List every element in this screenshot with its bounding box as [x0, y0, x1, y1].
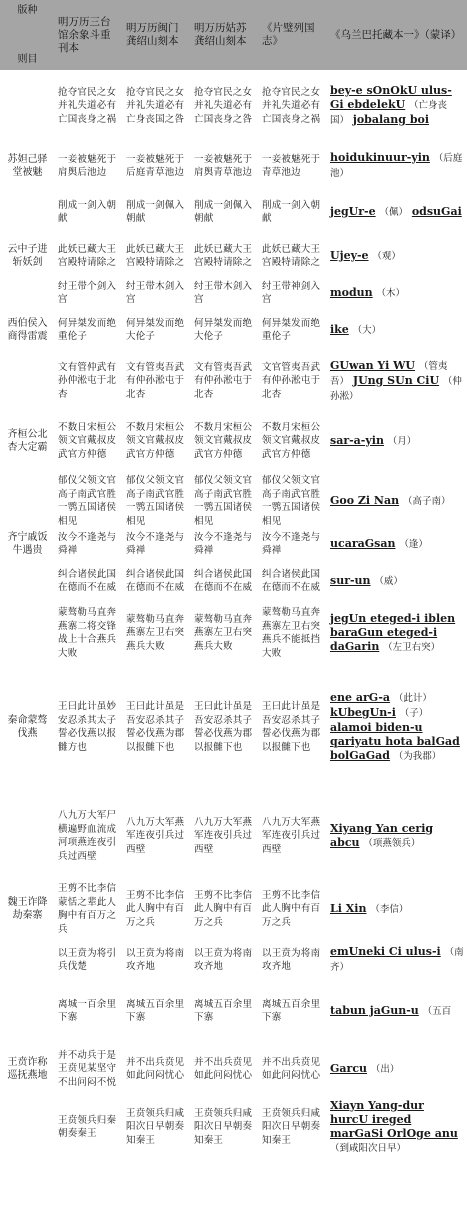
- table-row: [0, 1040, 467, 1098]
- cell-c1: 削成一剑入朝献: [58, 199, 117, 224]
- cell-c3: 郁仪父领文官高子南武官胜一鹗五国诸侯相见: [194, 475, 253, 527]
- cell-c3: 王剪不比李信此人胸中有百万之兵: [194, 889, 253, 928]
- mongolian-gloss: （为我郡）: [393, 750, 442, 762]
- mongolian-gloss: （木）: [376, 287, 406, 299]
- mongolian-term: emUneki Ci ulus-i: [330, 945, 441, 958]
- mongolian-gloss: （五百: [422, 1005, 452, 1017]
- mongolian-cell: [327, 530, 467, 558]
- cell-c2: 纠合诸侯此国在德而不在威: [126, 568, 185, 593]
- mongolian-gloss: （出）: [370, 1063, 400, 1075]
- cell-c4: 纣王带神剑入宫: [262, 280, 321, 305]
- cell-c2: 郁仪父领文官高子南武官胜一鹗五国诸侯相见: [126, 475, 185, 527]
- row-label: 齐宁戚饭牛遇贵: [7, 532, 48, 556]
- mongolian-term: jobalang boi: [352, 113, 430, 126]
- corner-bottom-label: 则目: [17, 54, 38, 65]
- row-label: [0, 558, 55, 604]
- mongolian-gloss: （后庭池）: [330, 153, 463, 179]
- table-row: [0, 190, 467, 234]
- header-row: [0, 0, 467, 70]
- mongolian-gloss: （佩）: [379, 206, 408, 218]
- cell-c1: 不数日宋桓公领文官戴叔皮武官方仲德: [58, 421, 117, 460]
- mongolian-cell: [327, 472, 467, 530]
- cell-c2: 蒙骜勒马直奔燕寨左卫右突燕兵大败: [126, 613, 185, 652]
- cell-c1: 抢夺官民之女并礼失道必有亡国丧身之祸: [58, 86, 117, 125]
- mongolian-term: modun: [330, 285, 373, 299]
- cell-c4: 何异桀发而绝重伦子: [262, 317, 321, 342]
- cell-c2: 此妖已藏大王宫殿特请除之: [126, 243, 185, 268]
- cell-c2: 八九万大军燕军连夜引兵过西壁: [126, 816, 185, 855]
- cell-c1: 八九万大军尸横遍野血流成河项燕连夜引兵过西壁: [58, 810, 117, 862]
- row-label: 苏妲己驿堂被魅: [7, 154, 48, 178]
- cell-c2: 文有管夷吾武有仲孙淞屯于北杏: [126, 361, 185, 400]
- header-col-1: 明万历三台馆余象斗重刊本: [55, 0, 123, 70]
- cell-c4: 郁仪父领文官高子南武官胜一鹗五国诸侯相见: [262, 475, 321, 527]
- mongolian-term: alamoi biden-u qariyatu hota balGad bolGaGad: [330, 720, 460, 762]
- cell-c3: 王曰此计虽是吾安忍杀其子誓必伐燕为郡以报雠下也: [194, 701, 253, 753]
- mongolian-gloss: （南齐）: [330, 947, 464, 973]
- cell-c4: 纠合诸侯此国在德而不在威: [262, 568, 321, 593]
- mongolian-gloss: （高子南）: [402, 495, 451, 507]
- row-label: [0, 472, 55, 530]
- cell-c4: 蒙骜勒马直奔燕寨左卫右突燕兵不能抵挡大败: [262, 607, 321, 659]
- mongolian-gloss: （威）: [374, 575, 403, 587]
- mongolian-gloss: （观）: [372, 250, 401, 262]
- mongolian-cell: [327, 1040, 467, 1098]
- table-row: [0, 982, 467, 1040]
- table-row: [0, 410, 467, 472]
- mongolian-gloss: （到咸阳次日早）: [330, 1142, 407, 1154]
- mongolian-term: ene arG-a: [330, 690, 391, 704]
- mongolian-term: Xiayn Yang-dur hurcU ireged marGaSi OrlOge anu: [330, 1098, 458, 1140]
- mongolian-gloss: （此计）: [393, 692, 432, 704]
- cell-c3: 八九万大军燕军连夜引兵过西壁: [194, 816, 253, 855]
- cell-c4: 并不出兵贲见如此问闷忧心: [262, 1056, 321, 1081]
- cell-c4: 离城五百余里下寨: [262, 998, 321, 1023]
- cell-c3: 纠合诸侯此国在德而不在威: [194, 568, 253, 593]
- mongolian-cell: [327, 880, 467, 938]
- cell-c3: 不数月宋桓公领文官戴叔皮武官方仲德: [194, 421, 253, 460]
- row-label: [0, 352, 55, 410]
- mongolian-term: bey-e sOnOkU ulus-Gi ebdelekU: [330, 84, 452, 111]
- cell-c1: 离城一百余里下寨: [58, 998, 117, 1023]
- header-col-4: 《片璧列国志》: [259, 0, 327, 70]
- cell-c3: 文有管夷吾武有仲孙淞屯于北杏: [194, 361, 253, 400]
- table-row: [0, 70, 467, 142]
- row-label: [0, 278, 55, 308]
- table-row: [0, 938, 467, 982]
- table-row: [0, 472, 467, 530]
- header-col-5: 《乌兰巴托藏本一》（蒙译）: [327, 0, 467, 70]
- cell-c2: 王贲领兵归咸阳次日早朝奏知秦王: [126, 1107, 185, 1146]
- row-label: [0, 604, 55, 662]
- cell-c1: 并不动兵于是王贲见某坚守不出问闷不悦: [58, 1049, 117, 1088]
- cell-c1: 纠合诸侯此国在德而不在威: [58, 568, 117, 593]
- table-row: [0, 530, 467, 558]
- cell-c1: 王剪不比李信蒙恬之辈此人胸中有百万之兵: [58, 883, 117, 935]
- table-body: [0, 70, 467, 1156]
- cell-c3: 何异桀发而绝大伦子: [194, 317, 253, 342]
- mongolian-gloss: （逢）: [399, 538, 428, 550]
- cell-c4: 一妾被魅死于青草池边: [262, 153, 321, 178]
- cell-c2: 王曰此计虽是吾安忍杀其子誓必伐燕为郡以报雠下也: [126, 701, 185, 753]
- mongolian-term: GUwan Yi WU: [330, 358, 416, 372]
- cell-c3: 汝今不逢尧与舜禅: [194, 531, 253, 556]
- cell-c3: 并不出兵贲见如此问闷忧心: [194, 1056, 253, 1081]
- mongolian-gloss: （左卫右突）: [383, 641, 441, 653]
- mongolian-cell: [327, 662, 467, 792]
- row-label: [0, 1098, 55, 1156]
- cell-c2: 汝今不逢尧与舜禅: [126, 531, 185, 556]
- row-label: [0, 70, 55, 142]
- mongolian-term: Goo Zi Nan: [330, 493, 400, 507]
- mongolian-cell: [327, 142, 467, 190]
- cell-c4: 汝今不逢尧与舜禅: [262, 531, 321, 556]
- cell-c4: 此妖已藏大王宫殿特请除之: [262, 243, 321, 268]
- cell-c2: 不数月宋桓公领文官戴叔皮武官方仲德: [126, 421, 185, 460]
- mongolian-gloss: （月）: [387, 435, 417, 447]
- table-row: [0, 352, 467, 410]
- cell-c4: 抢夺官民之女并礼失道必有亡国丧身之祸: [262, 86, 321, 125]
- cell-c4: 文官管夷吾武有仲孙淞屯于北杏: [262, 361, 321, 400]
- mongolian-gloss: （李信）: [370, 903, 409, 915]
- cell-c1: 王贲领兵归秦朝奏秦王: [58, 1114, 117, 1139]
- mongolian-cell: [327, 190, 467, 234]
- row-label: [0, 190, 55, 234]
- row-label: 王贲诈称巡抚燕地: [7, 1057, 48, 1081]
- cell-c2: 王剪不比李信此人胸中有百万之兵: [126, 889, 185, 928]
- mongolian-cell: [327, 308, 467, 352]
- cell-c3: 此妖已藏大王宫殿特请除之: [194, 243, 253, 268]
- row-label: [0, 792, 55, 880]
- cell-c4: 削成一剑入朝献: [262, 199, 321, 224]
- cell-c2: 以王贲为将南攻齐地: [126, 947, 185, 972]
- cell-c2: 并不出兵贲见如此问闷忧心: [126, 1056, 185, 1081]
- mongolian-term: JUng SUn CiU: [352, 373, 440, 387]
- mongolian-term: ike: [330, 322, 349, 336]
- mongolian-cell: [327, 352, 467, 410]
- table-row: [0, 234, 467, 278]
- table-row: [0, 142, 467, 190]
- cell-c2: 离城五百余里下寨: [126, 998, 185, 1023]
- table-row: [0, 558, 467, 604]
- cell-c3: 一妾被魅死于肩舆青草池边: [194, 153, 253, 178]
- mongolian-cell: [327, 1098, 467, 1156]
- mongolian-term: kUbegUn-i: [330, 705, 396, 719]
- cell-c4: 王剪不比李信此人胸中有百万之兵: [262, 889, 321, 928]
- mongolian-gloss: （项燕领兵）: [363, 837, 421, 849]
- table-row: [0, 792, 467, 880]
- mongolian-term: jegUr-e: [330, 204, 376, 218]
- header-col-2: 明万历闽门龚绍山刻本: [123, 0, 191, 70]
- mongolian-term: Ujey-e: [330, 248, 369, 262]
- cell-c4: 八九万大军燕军连夜引兵过西壁: [262, 816, 321, 855]
- mongolian-cell: [327, 234, 467, 278]
- mongolian-term: Li Xin: [330, 901, 367, 915]
- mongolian-cell: [327, 558, 467, 604]
- cell-c3: 抢夺官民之女并礼失道必有亡国丧身之咎: [194, 86, 253, 125]
- cell-c2: 一妾被魅死于后庭青草池边: [126, 153, 185, 178]
- corner-top-label: 版种: [17, 5, 38, 16]
- row-label: 云中子进斩妖剑: [7, 244, 48, 268]
- row-label: 西伯侯入商得雷震: [7, 318, 48, 342]
- cell-c1: 何异桀发而绝重伦子: [58, 317, 117, 342]
- cell-c1: 纣王带个剑入宫: [58, 280, 117, 305]
- cell-c1: 此妖已藏大王宫殿特请除之: [58, 243, 117, 268]
- table-row: [0, 604, 467, 662]
- cell-c1: 王曰此计虽妙安忍杀其太子誓必伐燕以报雠方也: [58, 701, 117, 753]
- row-label: 齐桓公北杏大定霸: [7, 429, 48, 453]
- mongolian-gloss: （大）: [352, 324, 382, 336]
- row-label: [0, 982, 55, 1040]
- mongolian-gloss: （子）: [399, 707, 429, 719]
- mongolian-term: ucaraGsan: [330, 536, 396, 550]
- mongolian-term: Xiyang Yan cerig abcu: [330, 821, 434, 849]
- table-row: [0, 308, 467, 352]
- mongolian-cell: [327, 792, 467, 880]
- header-corner: [0, 0, 55, 70]
- mongolian-term: Garcu: [330, 1061, 368, 1075]
- mongolian-cell: [327, 278, 467, 308]
- row-label: 魏王诈降劫秦寨: [7, 897, 48, 921]
- cell-c3: 蒙骜勒马直奔燕寨左卫右突燕兵大败: [194, 613, 253, 652]
- mongolian-term: tabun jaGun-u: [330, 1003, 419, 1017]
- mongolian-term: odsuGai: [411, 204, 462, 218]
- cell-c1: 文有管仲武有孙仲淞屯于北杏: [58, 361, 117, 400]
- cell-c3: 王贲领兵归咸阳次日早朝奏知秦王: [194, 1107, 253, 1146]
- cell-c3: 纣王带木剑入宫: [194, 280, 253, 305]
- mongolian-term: hoidukinuur-yin: [330, 151, 430, 164]
- cell-c1: 郁仪父领文官高子南武官胜一鹗五国诸侯相见: [58, 475, 117, 527]
- cell-c2: 削成一剑佩入朝献: [126, 199, 185, 224]
- mongolian-gloss: （仲孙淞）: [330, 375, 462, 402]
- mongolian-cell: [327, 938, 467, 982]
- mongolian-cell: [327, 604, 467, 662]
- cell-c4: 王贲领兵归咸阳次日早朝奏知秦王: [262, 1107, 321, 1146]
- mongolian-cell: [327, 982, 467, 1040]
- row-label: 秦命蒙骜伐燕: [7, 715, 48, 739]
- cell-c3: 削成一剑佩入朝献: [194, 199, 253, 224]
- mongolian-term: sur-un: [330, 573, 371, 587]
- cell-c4: 不数月宋桓公领文官戴叔皮武官方仲德: [262, 421, 321, 460]
- table-row: [0, 1098, 467, 1156]
- cell-c4: 以王贲为将南攻齐地: [262, 947, 321, 972]
- table-row: [0, 880, 467, 938]
- cell-c1: 汝今不逢尧与舜禅: [58, 531, 117, 556]
- cell-c4: 王曰此计虽是吾安忍杀其子誓必伐燕为郡以报雠下也: [262, 701, 321, 753]
- cell-c2: 何异桀发而绝大伦子: [126, 317, 185, 342]
- mongolian-cell: [327, 70, 467, 142]
- mongolian-term: jegUn eteged-i iblen baraGun eteged-i daGarin: [330, 611, 456, 653]
- cell-c3: 以王贲为将南攻齐地: [194, 947, 253, 972]
- mongolian-gloss: （管夷吾）: [330, 360, 448, 387]
- cell-c2: 抢夺官民之女并礼失道必有亡身丧国之咎: [126, 86, 185, 125]
- mongolian-term: sar-a-yin: [330, 433, 384, 447]
- cell-c2: 纣王带木剑入宫: [126, 280, 185, 305]
- table-row: [0, 278, 467, 308]
- table-row: [0, 662, 467, 792]
- cell-c1: 蒙骜勒马直奔燕寨二将交锋战上十合燕兵大败: [58, 607, 117, 659]
- mongolian-gloss: （亡身丧国）: [330, 100, 448, 126]
- cell-c3: 离城五百余里下寨: [194, 998, 253, 1023]
- mongolian-cell: [327, 410, 467, 472]
- cell-c1: 一妾被魅死于肩舆后池边: [58, 153, 117, 178]
- row-label: [0, 938, 55, 982]
- header-col-3: 明万历姑苏龚绍山刻本: [191, 0, 259, 70]
- cell-c1: 以王贲为将引兵伐楚: [58, 947, 117, 972]
